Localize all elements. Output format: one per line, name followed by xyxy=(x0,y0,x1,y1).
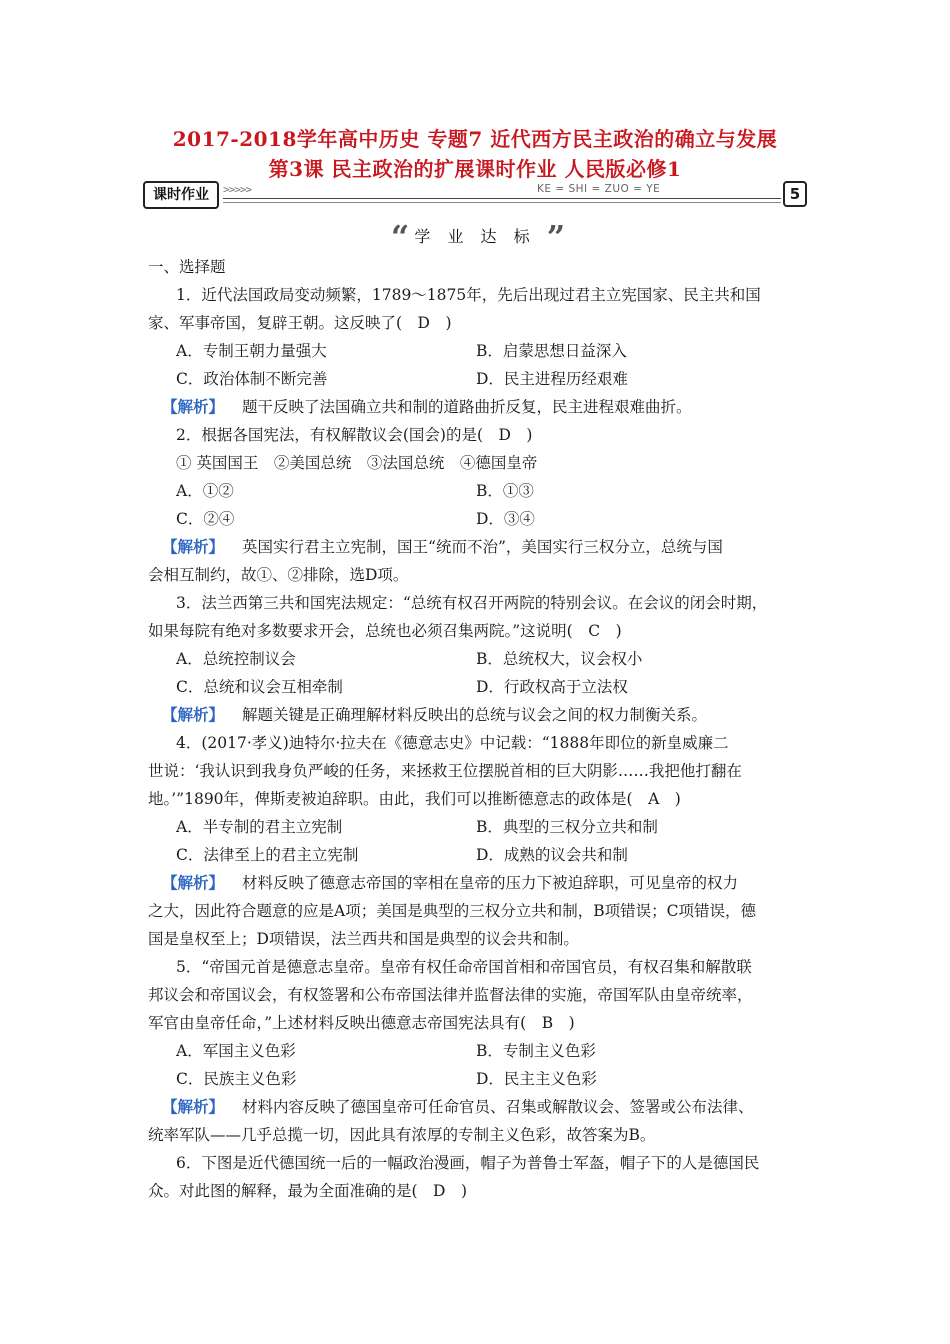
option: D．行政权高于立法权 xyxy=(476,678,628,696)
section-header-bar xyxy=(143,181,807,207)
question-4-options-cd xyxy=(148,841,812,869)
option: C．总统和议会互相牵制 xyxy=(176,678,343,696)
explanation-text: 解题关键是正确理解材料反映出的总统与议会之间的权力制衡关系。 xyxy=(242,706,708,724)
question-2-explanation xyxy=(148,533,812,561)
question-4-explanation-cont: 之大，因此符合题意的应是A项；美国是典型的三权分立共和制，B项错误；C项错误，德 xyxy=(148,902,756,920)
question-5-line3: 军官由皇帝任命，”上述材料反映出德意志帝国宪法具有( B ) xyxy=(148,1014,575,1032)
section-title xyxy=(0,218,950,256)
question-4-line1: 4．(2017·孝义)迪特尔·拉夫在《德意志史》中记载：“1888年即位的新皇威廉二 xyxy=(176,734,729,752)
question-5-line1: 5．“帝国元首是德意志皇帝。皇帝有权任命帝国首相和帝国官员，有权召集和解散联 xyxy=(176,958,752,976)
question-2-line1: 2．根据各国宪法，有权解散议会(国会)的是( D ) xyxy=(176,426,533,444)
option: D．民主进程历经艰难 xyxy=(476,370,628,388)
question-content xyxy=(148,253,812,1205)
option: A．军国主义色彩 xyxy=(176,1042,296,1060)
document-title-line1: 2017-2018学年高中历史 专题7 近代西方民主政治的确立与发展 xyxy=(172,127,778,151)
question-4-explanation-cont2: 国是皇权至上；D项错误，法兰西共和国是典型的议会共和制。 xyxy=(148,930,579,948)
option: A．总统控制议会 xyxy=(176,650,296,668)
question-5-explanation xyxy=(148,1093,812,1121)
option: A．半专制的君主立宪制 xyxy=(176,818,343,836)
option: D．民主主义色彩 xyxy=(476,1070,597,1088)
option: B．总统权大，议会权小 xyxy=(476,650,643,668)
question-4-line3: 地。’”1890年，俾斯麦被迫辞职。由此，我们可以推断德意志的政体是( A ) xyxy=(148,790,681,808)
explanation-label: 【 解析 】 xyxy=(148,705,224,724)
header-rule xyxy=(223,198,781,199)
explanation-label: 【 解析 】 xyxy=(148,397,224,416)
explanation-label: 【 解析 】 xyxy=(148,537,224,556)
document-title-line2: 第3课 民主政治的扩展课时作业 人民版必修1 xyxy=(268,157,682,181)
option: B．①③ xyxy=(476,482,534,500)
option: C．民族主义色彩 xyxy=(176,1070,297,1088)
option: D．③④ xyxy=(476,510,535,528)
header-number-badge: 5 xyxy=(783,181,807,207)
question-2-options-ab xyxy=(148,477,812,505)
explanation-text: 英国实行君主立宪制，国王“统而不治”，美国实行三权分立，总统与国 xyxy=(242,538,723,556)
question-6-line1: 6．下图是近代德国统一后的一幅政治漫画，帽子为普鲁士军盔，帽子下的人是德国民 xyxy=(176,1154,760,1172)
explanation-text: 题干反映了法国确立共和制的道路曲折反复，民主进程艰难曲折。 xyxy=(242,398,692,416)
question-3-options-ab xyxy=(148,645,812,673)
option: D．成熟的议会共和制 xyxy=(476,846,628,864)
question-3-line1: 3．法兰西第三共和国宪法规定：“总统有权召开两院的特别会议。在会议的闭会时期， xyxy=(176,594,768,612)
question-4-explanation xyxy=(148,869,812,897)
question-3-options-cd xyxy=(148,673,812,701)
open-quote-icon: “ xyxy=(390,218,404,256)
option: C．政治体制不断完善 xyxy=(176,370,328,388)
question-5-options-ab xyxy=(148,1037,812,1065)
homework-tag: 课时作业 xyxy=(143,181,219,209)
explanation-label: 【 解析 】 xyxy=(148,1097,224,1116)
part-heading: 一、选择题 xyxy=(148,258,226,276)
option: C．②④ xyxy=(176,510,235,528)
section-title-text: 学 业 达 标 xyxy=(414,227,536,246)
question-4-options-ab xyxy=(148,813,812,841)
explanation-text: 材料反映了德意志帝国的宰相在皇帝的压力下被迫辞职，可见皇帝的权力 xyxy=(242,874,739,892)
question-1-line2: 家、军事帝国，复辟王朝。这反映了( D ) xyxy=(148,314,452,332)
option: C．法律至上的君主立宪制 xyxy=(176,846,359,864)
option: A．专制王朝力量强大 xyxy=(176,342,327,360)
question-4-line2: 世说：‘我认识到我身负严峻的任务，来拯救王位摆脱首相的巨大阴影……我把他打翻在 xyxy=(148,762,742,780)
option: B．专制主义色彩 xyxy=(476,1042,596,1060)
question-2-line2: ① 英国国王 ②美国总统 ③法国总统 ④德国皇帝 xyxy=(176,454,538,472)
question-1-options-cd xyxy=(148,365,812,393)
header-arrows: >>>>> xyxy=(223,183,252,196)
question-1-options-ab xyxy=(148,337,812,365)
close-quote-icon: ” xyxy=(546,218,560,256)
question-2-options-cd xyxy=(148,505,812,533)
option: A．①② xyxy=(176,482,234,500)
explanation-label: 【 解析 】 xyxy=(148,873,224,892)
question-3-line2: 如果每院有绝对多数要求开会，总统也必须召集两院。”这说明( C ) xyxy=(148,622,622,640)
header-pinyin: KE = SHI = ZUO = YE xyxy=(533,183,664,195)
option: B．典型的三权分立共和制 xyxy=(476,818,658,836)
header-rule-thin xyxy=(223,202,781,203)
question-5-options-cd xyxy=(148,1065,812,1093)
question-3-explanation xyxy=(148,701,812,729)
question-5-explanation-cont: 统率军队——几乎总揽一切，因此具有浓厚的专制主义色彩，故答案为B。 xyxy=(148,1126,656,1144)
question-2-explanation-cont: 会相互制约，故①、②排除，选D项。 xyxy=(148,566,409,584)
option: B．启蒙思想日益深入 xyxy=(476,342,627,360)
question-1-line1: 1．近代法国政局变动频繁，1789～1875年，先后出现过君主立宪国家、民主共和国 xyxy=(176,286,761,304)
question-1-explanation xyxy=(148,393,812,421)
question-6-line2: 众。对此图的解释，最为全面准确的是( D ) xyxy=(148,1182,468,1200)
explanation-text: 材料内容反映了德国皇帝可任命官员、召集或解散议会、签署或公布法律、 xyxy=(242,1098,754,1116)
question-5-line2: 邦议会和帝国议会，有权签署和公布帝国法律并监督法律的实施，帝国军队由皇帝统率， xyxy=(148,986,753,1004)
